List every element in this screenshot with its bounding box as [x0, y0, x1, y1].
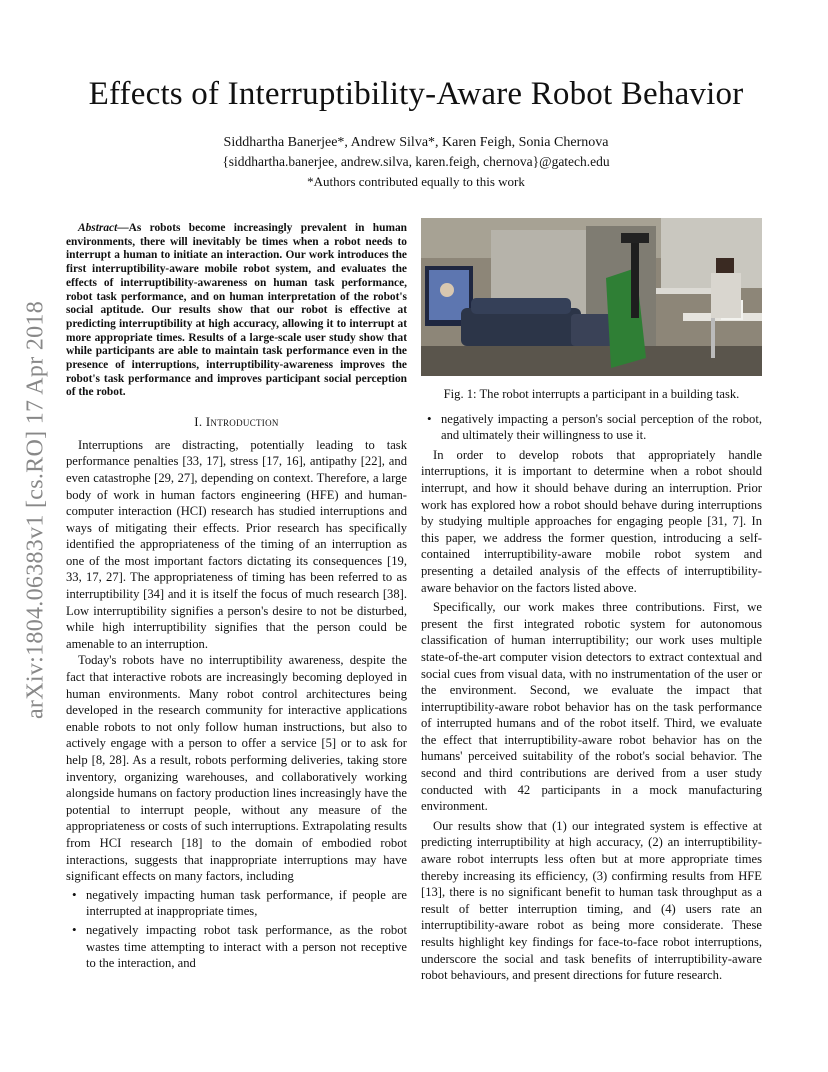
figure-caption: Fig. 1: The robot interrupts a participant in a building task. — [443, 387, 740, 401]
list-item: • negatively impacting human task performance, if people are interrupted at inappropriate times, — [86, 887, 407, 920]
section-number: I. — [194, 415, 203, 430]
list-item: • negatively impacting robot task performance, as the robot wastes time attempting to interact with a person not receptive to the interaction, and — [86, 922, 407, 972]
intro-paragraph-5: Our results show that (1) our integrated system is effective at predicting interruptibility at high accuracy, (2) an interruptibility-aware robot interrupts less often but at more appropriate times thereby increasing its efficiency, (3) confirming results from HFE [13], there is no significant benefit to human task throughput as a result of better interruption timing, and (4) users rate an interruptibility-aware robot as being more considerate. These results highlight key findings for face-to-face robot interruptions, underscore the social and task benefits of interruptibility-aware robot behaviours, and present directions for future research. — [421, 818, 762, 983]
arxiv-stamp-text: arXiv:1804.06383v1 [cs.RO] 17 Apr 2018 — [22, 300, 49, 720]
abstract-text: —As robots become increasingly prevalent in human environments, there will inevitably be times when a robot needs to interrupt a human to initiate an interaction. Our work introduces the first interruptibility-aware mobile robot system, and evaluates the effects of interruptibility-awareness on human task performance, robot task performance, and on human interpretation of the robot's social aptitude. Our results show that our robot is effective at predicting interruptibility at high accuracy, allowing it to interrupt at more appropriate times. Results of a large-scale user study show that while participants are able to maintain task performance even in the presence of interruptions, interruptibility-awareness improves the robot's task performance and improves participant social perception of the robot. — [66, 222, 407, 399]
section-heading — [66, 414, 407, 431]
paper-header — [66, 76, 766, 190]
impact-list-continued — [421, 411, 762, 444]
author-list: Siddhartha Banerjee*, Andrew Silva*, Karen Feigh, Sonia Chernova — [223, 135, 609, 150]
section-title: Introduction — [205, 415, 279, 430]
impact-list — [66, 887, 407, 972]
equal-contribution-note: *Authors contributed equally to this work — [307, 174, 525, 189]
intro-paragraph-1: Interruptions are distracting, potentially leading to task performance penalties [33, 17], stress [17, 16], antipathy [22], and even catastrophe [29, 27], depending on context. Therefore, a large body of work in human factors engineering (HFE) and human-computer interaction (HCI) research has studied interruptions and ways of mitigating their effects. Prior research has specifically identified the appropriateness of the timing of an interruption as one of the most important factors dictating its consequences [19, 33, 17, 27]. The appropriateness of timing has been referred to as interruptibility [34] and it is itself the focus of much research [38]. Low interruptibility signifies a person's desire to not be disturbed, while high interruptibility signifies that the person could be amenable to an interruption. — [66, 437, 407, 651]
intro-paragraph-4: Specifically, our work makes three contributions. First, we present the first integrated robotic system for autonomous classification of human interruptibility; our work uses multiple state-of-the-art computer vision detectors to extract contextual and social cues from visual data, with no instrumentation of the user or the environment. Second, we evaluate the impact that interruptibility-aware robot behavior has on the task performance of interrupted humans and of the robot itself. Third, we evaluate the effect that interruptibility-aware robot behavior has on the humans' perceived suitability of the robot's social behavior. The second and third contributions are derived from a user study conducted with 42 participants in a mock manufacturing environment. — [421, 600, 762, 814]
lab-scene-illustration — [421, 218, 762, 376]
right-column — [421, 218, 762, 984]
abstract-label: Abstract — [78, 222, 118, 234]
arxiv-stamp — [18, 250, 54, 770]
left-column — [66, 222, 407, 974]
paper-title: Effects of Interruptibility-Aware Robot Behavior — [88, 76, 744, 112]
author-emails: {siddhartha.banerjee, andrew.silva, karen.feigh, chernova}@gatech.edu — [222, 154, 610, 169]
abstract — [66, 222, 407, 400]
intro-paragraph-3: In order to develop robots that appropriately handle interruptions, it is important to determine when a robot should interrupt, and how it should behave during an interruption. Prior work has explored how a robot should behave during interruptions by studying multiple approaches for engaging people [31, 7]. In this paper, we address the former question, introducing a self-contained interruptibility-aware mobile robot system and presenting a detailed analysis of the effects of interruptibility-aware behavior on the factors listed above. — [421, 447, 762, 595]
list-item: • negatively impacting a person's social perception of the robot, and ultimately their willingness to use it. — [441, 411, 762, 444]
figure-1-photo — [421, 218, 762, 376]
intro-paragraph-2: Today's robots have no interruptibility awareness, despite the fact that interactive robots are increasingly becoming deployed in human environments. Many robot control architectures being developed in the research community for interactive applications enable robots to not only follow human instructions, but also to actively engage with a person to offer a service [5] or to ask for help [8, 28]. As a result, robots performing deliveries, taking store inventory, organizing warehouses, and collaboratively working alongside humans on factory production lines increasingly have the potential to interrupt people, without any measure of the appropriateness or costs of such interruptions. Extrapolating results from HCI research [18] to the domain of embodied robot interactions, suggests that inappropriate interruptions may have significant effects on many factors, including — [66, 653, 407, 884]
